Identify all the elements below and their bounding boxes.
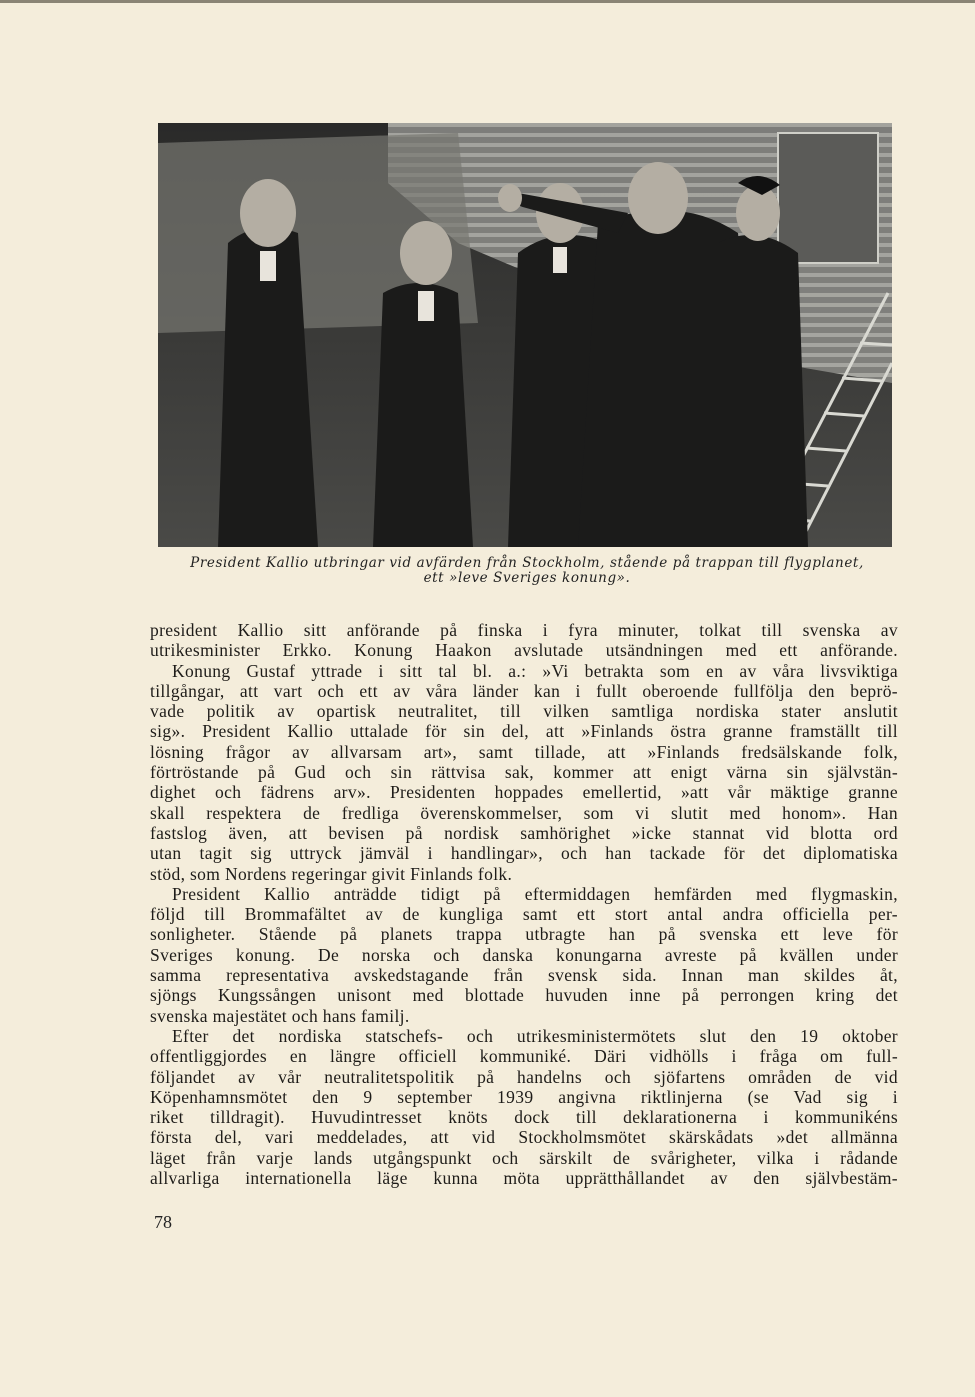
text-line: samma representativa avskedstagande från svensk sida. Innan man skildes åt, bbox=[150, 965, 898, 986]
text-line: stöd, som Nordens regeringar givit Finlands folk. bbox=[150, 863, 513, 884]
text-line: sjöngs Kungssången unisont med blottade huvuden inne på perrongen kring det bbox=[150, 985, 898, 1006]
caption-line-1: President Kallio utbringar vid avfärden från Stockholm, stående på trappan till flygplanet, bbox=[190, 555, 864, 571]
text-line: läget från varje lands utgångspunkt och särskilt de svårigheter, vilka i rådande bbox=[150, 1147, 898, 1168]
text-line: dighet och fädrens arv». Presidenten hoppades emellertid, »att vår mäktige granne bbox=[150, 782, 898, 803]
text-line: utrikesminister Erkko. Konung Haakon avslutade utsändningen med ett anförande. bbox=[150, 640, 898, 661]
page-number: 78 bbox=[154, 1212, 172, 1232]
text-line: tillgångar, att vart och ett av våra länder kan i fullt oberoende fullfölja den beprö- bbox=[150, 680, 898, 701]
text-line: vade politik av opartisk neutralitet, till vilken samtliga nordiska stater anslutit bbox=[150, 701, 898, 722]
text-line: offentliggjordes en längre officiell kommuniké. Däri vidhölls i fråga om full- bbox=[150, 1046, 898, 1067]
text-line: sig». President Kallio uttalade för sin del, att »Finlands östra granne framställt till bbox=[150, 721, 898, 742]
photo-caption bbox=[160, 556, 894, 586]
text-line: President Kallio anträdde tidigt på eftermiddagen hemfärden med flygmaskin, bbox=[172, 883, 898, 904]
text-line: Köpenhamnsmötet den 9 september 1939 angivna riktlinjerna (se Vad sig i bbox=[150, 1086, 898, 1107]
text-line: skall respektera de fredliga överenskommelser, som vi slutit med honom». Han bbox=[150, 802, 898, 823]
text-line: president Kallio sitt anförande på finska i fyra minuter, tolkat till svenska av bbox=[150, 620, 898, 640]
text-line: riket tilldragit). Huvudintresset knöts dock till deklarationerna i kommunikéns bbox=[150, 1107, 898, 1128]
text-line: svenska majestätet och hans familj. bbox=[150, 1005, 410, 1026]
photograph bbox=[158, 123, 892, 547]
text-line: allvarliga internationella läge kunna möta upprätthållandet av den självbestäm- bbox=[150, 1168, 898, 1189]
top-rule bbox=[0, 0, 975, 3]
text-line: sonligheter. Stående på planets trappa utbragte han på svenska ett leve för bbox=[150, 924, 898, 945]
text-line: följd till Brommafältet av de kungliga samt ett stort antal andra officiella per- bbox=[150, 904, 898, 925]
text-line: Efter det nordiska statschefs- och utrikesministermötets slut den 19 oktober bbox=[172, 1025, 898, 1046]
text-line: första del, vari meddelades, att vid Stockholmsmötet skärskådats »det allmänna bbox=[150, 1127, 898, 1148]
text-line: förtröstande på Gud och sin rättvisa sak, kommer att enigt värna sin självstän- bbox=[150, 762, 898, 783]
text-line: lösning frågor av allvarsam art», samt tillade, att »Finlands fredsälskande folk, bbox=[150, 741, 898, 762]
text-line: Konung Gustaf yttrade i sitt tal bl. a.: »Vi betrakta som en av våra livsviktiga bbox=[172, 660, 898, 681]
body-text bbox=[150, 620, 898, 1188]
text-line: fastslog även, att bevisen på nordisk samhörighet »icke stannat vid blotta ord bbox=[150, 822, 898, 843]
text-line: utan tagit sig uttryck jämväl i handlingar», och han tackade för det diplomatiska bbox=[150, 843, 898, 864]
text-line: Sveriges konung. De norska och danska konungarna avreste på kvällen under bbox=[150, 944, 898, 965]
photograph-icon bbox=[158, 123, 892, 547]
text-line: följandet av vår neutralitetspolitik på handelns och sjöfartens områden de vid bbox=[150, 1066, 898, 1087]
caption-line-2: ett »leve Sveriges konung». bbox=[423, 570, 631, 586]
